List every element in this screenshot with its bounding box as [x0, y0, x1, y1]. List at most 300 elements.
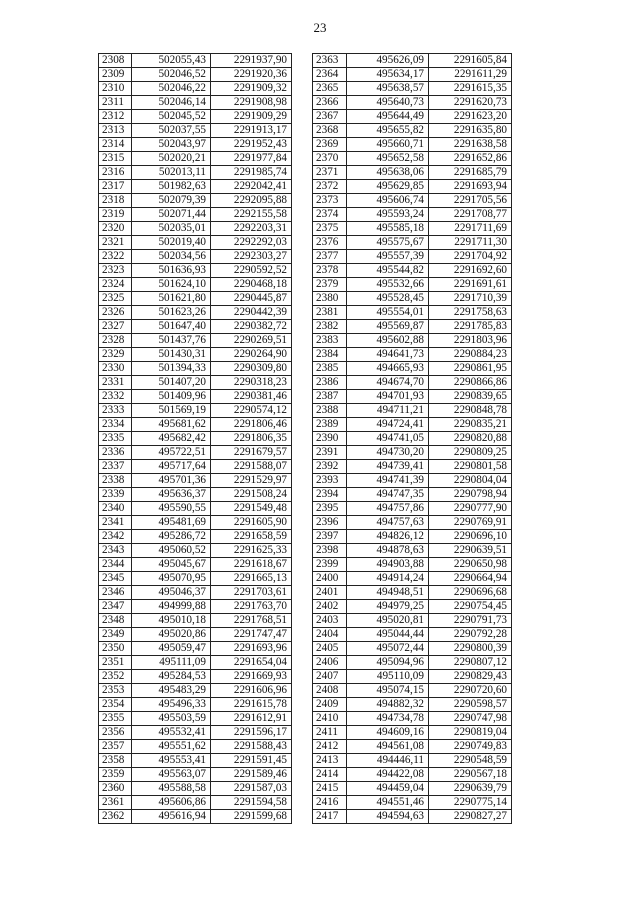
point-number-cell: 2359 — [99, 768, 132, 782]
table-row — [99, 558, 292, 572]
x-coordinate-cell: 501623,26 — [132, 306, 211, 320]
x-coordinate-cell: 494826,12 — [347, 530, 429, 544]
point-number-cell: 2318 — [99, 194, 132, 208]
x-coordinate-cell: 502013,11 — [132, 166, 211, 180]
table-row — [313, 796, 512, 810]
x-coordinate-cell: 495503,59 — [132, 712, 211, 726]
y-coordinate-cell: 2291705,56 — [429, 194, 512, 208]
table-row — [99, 460, 292, 474]
point-number-cell: 2412 — [313, 740, 347, 754]
y-coordinate-cell: 2290318,23 — [211, 376, 292, 390]
x-coordinate-cell: 495020,81 — [347, 614, 429, 628]
table-row — [99, 306, 292, 320]
y-coordinate-cell: 2291591,45 — [211, 754, 292, 768]
x-coordinate-cell: 495569,87 — [347, 320, 429, 334]
x-coordinate-cell: 494422,08 — [347, 768, 429, 782]
table-row — [99, 404, 292, 418]
x-coordinate-cell: 494741,39 — [347, 474, 429, 488]
point-number-cell: 2378 — [313, 264, 347, 278]
x-coordinate-cell: 494878,63 — [347, 544, 429, 558]
y-coordinate-cell: 2290696,10 — [429, 530, 512, 544]
y-coordinate-cell: 2290720,60 — [429, 684, 512, 698]
y-coordinate-cell: 2290264,90 — [211, 348, 292, 362]
table-row — [99, 754, 292, 768]
x-coordinate-cell: 495626,09 — [347, 54, 429, 68]
point-number-cell: 2323 — [99, 264, 132, 278]
table-row — [313, 320, 512, 334]
point-number-cell: 2377 — [313, 250, 347, 264]
x-coordinate-cell: 501430,31 — [132, 348, 211, 362]
table-row — [313, 180, 512, 194]
x-coordinate-cell: 501569,19 — [132, 404, 211, 418]
table-row — [313, 362, 512, 376]
table-row — [313, 376, 512, 390]
x-coordinate-cell: 495634,17 — [347, 68, 429, 82]
y-coordinate-cell: 2290798,94 — [429, 488, 512, 502]
x-coordinate-cell: 495286,72 — [132, 530, 211, 544]
y-coordinate-cell: 2291691,61 — [429, 278, 512, 292]
table-row — [313, 348, 512, 362]
point-number-cell: 2312 — [99, 110, 132, 124]
table-row — [99, 208, 292, 222]
x-coordinate-cell: 495111,09 — [132, 656, 211, 670]
y-coordinate-cell: 2291806,35 — [211, 432, 292, 446]
y-coordinate-cell: 2291508,24 — [211, 488, 292, 502]
table-row — [99, 600, 292, 614]
y-coordinate-cell: 2291606,96 — [211, 684, 292, 698]
point-number-cell: 2330 — [99, 362, 132, 376]
x-coordinate-cell: 494882,32 — [347, 698, 429, 712]
table-row — [313, 642, 512, 656]
table-row — [313, 614, 512, 628]
table-row — [99, 110, 292, 124]
y-coordinate-cell: 2292203,31 — [211, 222, 292, 236]
y-coordinate-cell: 2291625,33 — [211, 544, 292, 558]
table-row — [99, 810, 292, 824]
x-coordinate-cell: 502046,52 — [132, 68, 211, 82]
point-number-cell: 2408 — [313, 684, 347, 698]
y-coordinate-cell: 2291711,30 — [429, 236, 512, 250]
x-coordinate-cell: 495629,85 — [347, 180, 429, 194]
point-number-cell: 2326 — [99, 306, 132, 320]
y-coordinate-cell: 2290381,46 — [211, 390, 292, 404]
point-number-cell: 2404 — [313, 628, 347, 642]
table-row — [99, 684, 292, 698]
point-number-cell: 2383 — [313, 334, 347, 348]
point-number-cell: 2407 — [313, 670, 347, 684]
point-number-cell: 2347 — [99, 600, 132, 614]
table-row — [313, 684, 512, 698]
y-coordinate-cell: 2290827,27 — [429, 810, 512, 824]
table-row — [313, 726, 512, 740]
point-number-cell: 2368 — [313, 124, 347, 138]
table-row — [313, 712, 512, 726]
point-number-cell: 2392 — [313, 460, 347, 474]
point-number-cell: 2382 — [313, 320, 347, 334]
table-row — [313, 810, 512, 824]
x-coordinate-cell: 502034,56 — [132, 250, 211, 264]
x-coordinate-cell: 495585,18 — [347, 222, 429, 236]
table-row — [99, 474, 292, 488]
table-row — [313, 586, 512, 600]
y-coordinate-cell: 2290820,88 — [429, 432, 512, 446]
y-coordinate-cell: 2291908,98 — [211, 96, 292, 110]
y-coordinate-cell: 2290819,04 — [429, 726, 512, 740]
point-number-cell: 2339 — [99, 488, 132, 502]
table-row — [99, 698, 292, 712]
x-coordinate-cell: 494999,88 — [132, 600, 211, 614]
table-row — [313, 600, 512, 614]
point-number-cell: 2371 — [313, 166, 347, 180]
x-coordinate-cell: 494903,88 — [347, 558, 429, 572]
x-coordinate-cell: 495070,95 — [132, 572, 211, 586]
y-coordinate-cell: 2291747,47 — [211, 628, 292, 642]
y-coordinate-cell: 2291785,83 — [429, 320, 512, 334]
y-coordinate-cell: 2291685,79 — [429, 166, 512, 180]
point-number-cell: 2391 — [313, 446, 347, 460]
y-coordinate-cell: 2292292,03 — [211, 236, 292, 250]
table-row — [313, 656, 512, 670]
point-number-cell: 2367 — [313, 110, 347, 124]
x-coordinate-cell: 495553,41 — [132, 754, 211, 768]
x-coordinate-cell: 494948,51 — [347, 586, 429, 600]
y-coordinate-cell: 2290747,98 — [429, 712, 512, 726]
point-number-cell: 2345 — [99, 572, 132, 586]
table-row — [313, 754, 512, 768]
y-coordinate-cell: 2290777,90 — [429, 502, 512, 516]
y-coordinate-cell: 2291618,67 — [211, 558, 292, 572]
point-number-cell: 2385 — [313, 362, 347, 376]
table-row — [313, 264, 512, 278]
point-number-cell: 2401 — [313, 586, 347, 600]
y-coordinate-cell: 2291977,84 — [211, 152, 292, 166]
table-row — [313, 460, 512, 474]
x-coordinate-cell: 502046,14 — [132, 96, 211, 110]
point-number-cell: 2411 — [313, 726, 347, 740]
point-number-cell: 2336 — [99, 446, 132, 460]
table-row — [99, 628, 292, 642]
table-row — [99, 516, 292, 530]
point-number-cell: 2406 — [313, 656, 347, 670]
y-coordinate-cell: 2291937,90 — [211, 54, 292, 68]
point-number-cell: 2370 — [313, 152, 347, 166]
table-row — [99, 446, 292, 460]
x-coordinate-cell: 494594,63 — [347, 810, 429, 824]
x-coordinate-cell: 502035,01 — [132, 222, 211, 236]
x-coordinate-cell: 501636,93 — [132, 264, 211, 278]
table-row — [99, 390, 292, 404]
x-coordinate-cell: 495094,96 — [347, 656, 429, 670]
table-row — [313, 292, 512, 306]
x-coordinate-cell: 494730,20 — [347, 446, 429, 460]
point-number-cell: 2324 — [99, 278, 132, 292]
point-number-cell: 2387 — [313, 390, 347, 404]
x-coordinate-cell: 495060,52 — [132, 544, 211, 558]
y-coordinate-cell: 2290650,98 — [429, 558, 512, 572]
table-row — [99, 250, 292, 264]
x-coordinate-cell: 495602,88 — [347, 334, 429, 348]
point-number-cell: 2317 — [99, 180, 132, 194]
y-coordinate-cell: 2292095,88 — [211, 194, 292, 208]
x-coordinate-cell: 495660,71 — [347, 138, 429, 152]
point-number-cell: 2337 — [99, 460, 132, 474]
y-coordinate-cell: 2292042,41 — [211, 180, 292, 194]
point-number-cell: 2327 — [99, 320, 132, 334]
table-row — [99, 236, 292, 250]
x-coordinate-cell: 495638,57 — [347, 82, 429, 96]
page-number: 23 — [313, 20, 327, 35]
x-coordinate-cell: 495722,51 — [132, 446, 211, 460]
point-number-cell: 2379 — [313, 278, 347, 292]
x-coordinate-cell: 502037,55 — [132, 124, 211, 138]
x-coordinate-cell: 495682,42 — [132, 432, 211, 446]
x-coordinate-cell: 495532,41 — [132, 726, 211, 740]
point-number-cell: 2329 — [99, 348, 132, 362]
x-coordinate-cell: 495554,01 — [347, 306, 429, 320]
table-row — [313, 516, 512, 530]
table-row — [313, 138, 512, 152]
table-row — [99, 488, 292, 502]
point-number-cell: 2374 — [313, 208, 347, 222]
y-coordinate-cell: 2292155,58 — [211, 208, 292, 222]
y-coordinate-cell: 2290574,12 — [211, 404, 292, 418]
point-number-cell: 2311 — [99, 96, 132, 110]
y-coordinate-cell: 2291638,58 — [429, 138, 512, 152]
x-coordinate-cell: 495010,18 — [132, 614, 211, 628]
point-number-cell: 2342 — [99, 530, 132, 544]
y-coordinate-cell: 2291599,68 — [211, 810, 292, 824]
y-coordinate-cell: 2291803,96 — [429, 334, 512, 348]
y-coordinate-cell: 2291703,61 — [211, 586, 292, 600]
table-row — [99, 740, 292, 754]
point-number-cell: 2414 — [313, 768, 347, 782]
y-coordinate-cell: 2291623,20 — [429, 110, 512, 124]
table-row — [313, 572, 512, 586]
point-number-cell: 2348 — [99, 614, 132, 628]
x-coordinate-cell: 501407,20 — [132, 376, 211, 390]
y-coordinate-cell: 2291913,17 — [211, 124, 292, 138]
y-coordinate-cell: 2290445,87 — [211, 292, 292, 306]
x-coordinate-cell: 495046,37 — [132, 586, 211, 600]
point-number-cell: 2360 — [99, 782, 132, 796]
table-row — [99, 348, 292, 362]
point-number-cell: 2375 — [313, 222, 347, 236]
x-coordinate-cell: 495110,09 — [347, 670, 429, 684]
x-coordinate-cell: 501394,33 — [132, 362, 211, 376]
y-coordinate-cell: 2291615,78 — [211, 698, 292, 712]
y-coordinate-cell: 2290801,58 — [429, 460, 512, 474]
y-coordinate-cell: 2290749,83 — [429, 740, 512, 754]
table-row — [313, 68, 512, 82]
table-row — [99, 152, 292, 166]
table-row — [313, 768, 512, 782]
table-row — [99, 54, 292, 68]
point-number-cell: 2386 — [313, 376, 347, 390]
point-number-cell: 2309 — [99, 68, 132, 82]
point-number-cell: 2310 — [99, 82, 132, 96]
point-number-cell: 2372 — [313, 180, 347, 194]
point-number-cell: 2361 — [99, 796, 132, 810]
x-coordinate-cell: 495045,67 — [132, 558, 211, 572]
x-coordinate-cell: 495496,33 — [132, 698, 211, 712]
x-coordinate-cell: 494747,35 — [347, 488, 429, 502]
x-coordinate-cell: 501409,96 — [132, 390, 211, 404]
y-coordinate-cell: 2291909,32 — [211, 82, 292, 96]
point-number-cell: 2320 — [99, 222, 132, 236]
table-row — [313, 166, 512, 180]
y-coordinate-cell: 2291708,77 — [429, 208, 512, 222]
table-row — [313, 670, 512, 684]
point-number-cell: 2410 — [313, 712, 347, 726]
y-coordinate-cell: 2290829,43 — [429, 670, 512, 684]
x-coordinate-cell: 495590,55 — [132, 502, 211, 516]
table-row — [313, 530, 512, 544]
point-number-cell: 2358 — [99, 754, 132, 768]
y-coordinate-cell: 2291711,69 — [429, 222, 512, 236]
table-row — [313, 250, 512, 264]
table-row — [99, 782, 292, 796]
y-coordinate-cell: 2290754,45 — [429, 600, 512, 614]
x-coordinate-cell: 494914,24 — [347, 572, 429, 586]
x-coordinate-cell: 495593,24 — [347, 208, 429, 222]
y-coordinate-cell: 2290468,18 — [211, 278, 292, 292]
y-coordinate-cell: 2291693,94 — [429, 180, 512, 194]
point-number-cell: 2409 — [313, 698, 347, 712]
y-coordinate-cell: 2291985,74 — [211, 166, 292, 180]
y-coordinate-cell: 2290639,51 — [429, 544, 512, 558]
y-coordinate-cell: 2290835,21 — [429, 418, 512, 432]
table-row — [99, 166, 292, 180]
y-coordinate-cell: 2291658,59 — [211, 530, 292, 544]
table-row — [313, 502, 512, 516]
point-number-cell: 2332 — [99, 390, 132, 404]
table-row — [99, 320, 292, 334]
y-coordinate-cell: 2291620,73 — [429, 96, 512, 110]
point-number-cell: 2403 — [313, 614, 347, 628]
x-coordinate-cell: 495640,73 — [347, 96, 429, 110]
y-coordinate-cell: 2291920,36 — [211, 68, 292, 82]
x-coordinate-cell: 494741,05 — [347, 432, 429, 446]
table-row — [99, 670, 292, 684]
x-coordinate-cell: 495652,58 — [347, 152, 429, 166]
point-number-cell: 2366 — [313, 96, 347, 110]
table-row — [99, 614, 292, 628]
point-number-cell: 2357 — [99, 740, 132, 754]
table-row — [313, 446, 512, 460]
table-row — [313, 544, 512, 558]
point-number-cell: 2362 — [99, 810, 132, 824]
table-row — [99, 642, 292, 656]
point-number-cell: 2340 — [99, 502, 132, 516]
table-row — [313, 54, 512, 68]
point-number-cell: 2331 — [99, 376, 132, 390]
point-number-cell: 2388 — [313, 404, 347, 418]
table-row — [99, 264, 292, 278]
point-number-cell: 2373 — [313, 194, 347, 208]
table-row — [313, 404, 512, 418]
y-coordinate-cell: 2290866,86 — [429, 376, 512, 390]
table-row — [99, 180, 292, 194]
x-coordinate-cell: 495655,82 — [347, 124, 429, 138]
point-number-cell: 2400 — [313, 572, 347, 586]
y-coordinate-cell: 2291612,91 — [211, 712, 292, 726]
point-number-cell: 2313 — [99, 124, 132, 138]
y-coordinate-cell: 2290809,25 — [429, 446, 512, 460]
point-number-cell: 2352 — [99, 670, 132, 684]
table-row — [313, 432, 512, 446]
x-coordinate-cell: 494665,93 — [347, 362, 429, 376]
point-number-cell: 2350 — [99, 642, 132, 656]
x-coordinate-cell: 502055,43 — [132, 54, 211, 68]
x-coordinate-cell: 502071,44 — [132, 208, 211, 222]
x-coordinate-cell: 494674,70 — [347, 376, 429, 390]
point-number-cell: 2363 — [313, 54, 347, 68]
x-coordinate-cell: 495606,74 — [347, 194, 429, 208]
y-coordinate-cell: 2290775,14 — [429, 796, 512, 810]
y-coordinate-cell: 2290848,78 — [429, 404, 512, 418]
y-coordinate-cell: 2290664,94 — [429, 572, 512, 586]
point-number-cell: 2365 — [313, 82, 347, 96]
x-coordinate-cell: 501437,76 — [132, 334, 211, 348]
table-row — [313, 474, 512, 488]
point-number-cell: 2354 — [99, 698, 132, 712]
point-number-cell: 2413 — [313, 754, 347, 768]
point-number-cell: 2334 — [99, 418, 132, 432]
table-row — [313, 334, 512, 348]
point-number-cell: 2335 — [99, 432, 132, 446]
table-row — [99, 502, 292, 516]
point-number-cell: 2346 — [99, 586, 132, 600]
x-coordinate-cell: 494609,16 — [347, 726, 429, 740]
x-coordinate-cell: 502046,22 — [132, 82, 211, 96]
point-number-cell: 2417 — [313, 810, 347, 824]
x-coordinate-cell: 495544,82 — [347, 264, 429, 278]
point-number-cell: 2308 — [99, 54, 132, 68]
table-row — [99, 586, 292, 600]
table-row — [99, 796, 292, 810]
table-row — [313, 124, 512, 138]
y-coordinate-cell: 2291588,43 — [211, 740, 292, 754]
x-coordinate-cell: 495072,44 — [347, 642, 429, 656]
y-coordinate-cell: 2291652,86 — [429, 152, 512, 166]
table-row — [99, 194, 292, 208]
table-row — [99, 656, 292, 670]
table-row — [313, 96, 512, 110]
y-coordinate-cell: 2290598,57 — [429, 698, 512, 712]
x-coordinate-cell: 494739,41 — [347, 460, 429, 474]
y-coordinate-cell: 2290769,91 — [429, 516, 512, 530]
point-number-cell: 2351 — [99, 656, 132, 670]
y-coordinate-cell: 2291710,39 — [429, 292, 512, 306]
table-row — [313, 418, 512, 432]
x-coordinate-cell: 495717,64 — [132, 460, 211, 474]
point-number-cell: 2380 — [313, 292, 347, 306]
table-row — [99, 544, 292, 558]
y-coordinate-cell: 2290791,73 — [429, 614, 512, 628]
y-coordinate-cell: 2291611,29 — [429, 68, 512, 82]
point-number-cell: 2343 — [99, 544, 132, 558]
x-coordinate-cell: 494561,08 — [347, 740, 429, 754]
x-coordinate-cell: 501624,10 — [132, 278, 211, 292]
x-coordinate-cell: 501647,40 — [132, 320, 211, 334]
point-number-cell: 2364 — [313, 68, 347, 82]
x-coordinate-cell: 495681,62 — [132, 418, 211, 432]
y-coordinate-cell: 2290804,04 — [429, 474, 512, 488]
table-row — [313, 110, 512, 124]
y-coordinate-cell: 2291549,48 — [211, 502, 292, 516]
x-coordinate-cell: 495074,15 — [347, 684, 429, 698]
y-coordinate-cell: 2290792,28 — [429, 628, 512, 642]
